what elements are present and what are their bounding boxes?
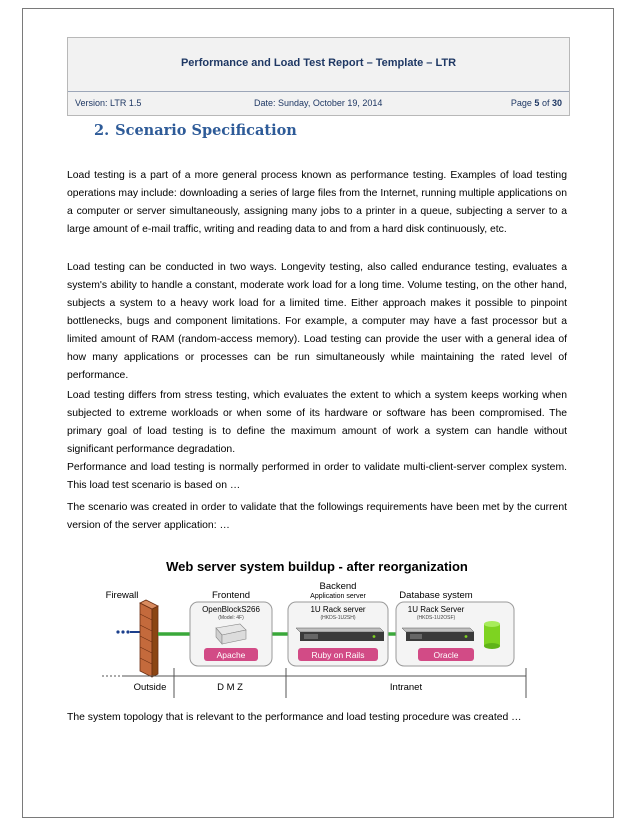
paragraph-load-testing-intro: Load testing is a part of a more general process known as performance testing. Examples of load testing operations may include: downloading a series of large files from the Internet, running multiple applications on a computer or server simultaneously, assigning many jobs to a printer in a queue, subjecting a server to a large amount of e-mail traffic, writing and reading data to and from a hard disk continuously, etc. [67, 170, 567, 235]
diagram-title: Web server system buildup - after reorganization [166, 559, 468, 574]
page-header [67, 37, 570, 116]
system-topology-diagram [100, 556, 534, 702]
page-current: 5 [534, 98, 540, 108]
zone-outside-label: Outside [133, 682, 167, 693]
page-prefix: Page [510, 98, 532, 108]
database-device-model: (HKDS-1U2OSF) [416, 615, 456, 621]
apache-label: Apache [216, 650, 246, 660]
backend-sub-label: Application server [310, 593, 366, 600]
topology-svg [100, 556, 534, 702]
diagram-caption: The system topology that is relevant to the performance and load testing procedure was created … [67, 712, 522, 723]
frontend-label: Frontend [211, 590, 251, 601]
zone-dmz-label: D M Z [217, 682, 243, 693]
backend-label: Backend [319, 581, 357, 592]
rails-label: Ruby on Rails [311, 650, 365, 660]
page-of: of [541, 98, 550, 108]
database-server-box [396, 602, 514, 666]
internet-dots [116, 630, 129, 633]
backend-device-model: (HKDS-1U2SH) [320, 615, 356, 621]
page-total: 30 [551, 98, 562, 108]
zone-intranet-label: Intranet [389, 682, 423, 693]
page-number [511, 98, 562, 108]
section-title: Scenario Specification [115, 122, 297, 139]
version-label: Version: LTR 1.5 [75, 98, 142, 108]
backend-server-box [288, 602, 388, 666]
frontend-device-name: OpenBlockS266 [202, 605, 260, 614]
section-heading [94, 122, 303, 139]
section-number: 2. [94, 122, 110, 139]
firewall-icon [140, 600, 158, 677]
report-title: Performance and Load Test Report – Template – LTR [180, 57, 457, 69]
frontend-device-model: (Model: 4F) [218, 615, 244, 621]
rack-server-icon [296, 628, 384, 641]
frontend-server-box [190, 602, 272, 666]
database-cylinder-icon [484, 621, 500, 649]
paragraph-performance-testing: Performance and load testing is normally performed in order to validate multi-client-server complex system. This load test scenario is based on … [67, 462, 567, 491]
db-rack-server-icon [402, 628, 474, 641]
header-divider [68, 91, 569, 92]
backend-device-name: 1U Rack server [310, 605, 366, 614]
database-device-name: 1U Rack Server [407, 605, 465, 614]
paragraph-load-testing-methods: Load testing can be conducted in two ways. Longevity testing, also called endurance testing, evaluates a system's ability to handle a constant, moderate work load for a long time. Volume testing, on the other hand, subjects a system to a heavy work load for a limited time. Either approach makes it possible to pinpoint bottlenecks, bugs and component limitations. For example, a computer may have a fast processor but a limited amount of RAM (random-access memory). Load testing can provide the user with a general idea of how many applications or processes can be run simultaneously while maintaining the rated level of performance. [67, 262, 567, 381]
database-label: Database system [399, 590, 473, 601]
paragraph-stress-vs-load: Load testing differs from stress testing, which evaluates the extent to which a system keeps working when subjected to extreme workloads or when some of its hardware or software has been compromised. The primary goal of load testing is to define the maximum amount of work a system can handle without significant performance degradation. [67, 390, 567, 455]
oracle-label: Oracle [433, 650, 459, 660]
firewall-label: Firewall [105, 590, 139, 601]
date-label: Date: Sunday, October 19, 2014 [254, 98, 383, 108]
paragraph-scenario: The scenario was created in order to validate that the followings requirements have been met by the current version of the server application: … [67, 502, 567, 531]
